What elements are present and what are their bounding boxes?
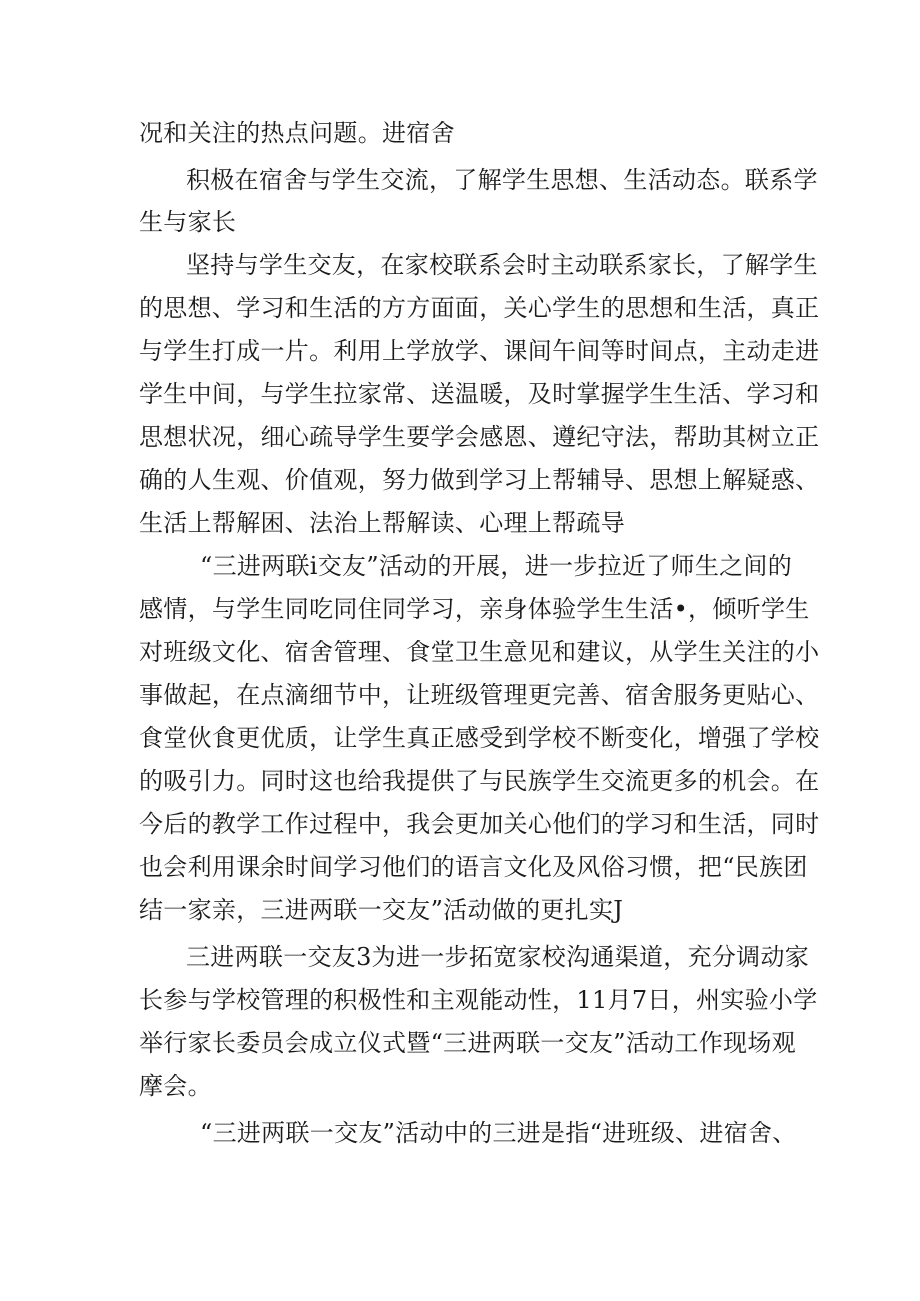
text-line: 积极在宿舍与学生交流，了解学生思想、生活动态。联系学 [186, 166, 818, 194]
text-line: 食堂伙食更优质，让学生真正感受到学校不断变化，增强了学校 [139, 724, 820, 752]
text-line: 三进两联一交友3为进一步拓宽家校沟通渠道，充分调动家 [186, 943, 810, 971]
text-line: 的思想、学习和生活的方方面面，关心学生的思想和生活，真正 [139, 294, 820, 322]
text-line: 举行家长委员会成立仪式暨“三进两联一交友”活动工作现场观 [139, 1029, 796, 1057]
text-line: 思想状况，细心疏导学生要学会感恩、遵纪守法，帮助其树立正 [139, 423, 820, 451]
text-line: 结一家亲，三进两联一交友”活动做的更扎实J [139, 896, 624, 924]
text-line: 对班级文化、宿舍管理、食堂卫生意见和建议，从学生关注的小 [139, 638, 820, 666]
text-line: 坚持与学生交友，在家校联系会时主动联系家长，了解学生 [186, 251, 818, 279]
text-line: 事做起，在点滴细节中，让班级管理更完善、宿舍服务更贴心、 [139, 681, 820, 709]
text-line: 摩会。 [139, 1072, 212, 1100]
text-line: 况和关注的热点问题。进宿舍 [139, 119, 455, 147]
text-line: 生与家长 [139, 208, 237, 236]
text-line: 学生中间，与学生拉家常、送温暖，及时掌握学生生活、学习和 [139, 380, 820, 408]
text-line: 的吸引力。同时这也给我提供了与民族学生交流更多的机会。在 [139, 767, 820, 795]
text-line: 确的人生观、价值观，努力做到学习上帮辅导、思想上解疑惑、 [139, 466, 820, 494]
text-line: 感情，与学生同吃同住同学习，亲身体验学生生活•，倾听学生 [139, 595, 810, 623]
text-line: 也会利用课余时间学习他们的语言文化及风俗习惯，把“民族团 [139, 853, 808, 881]
text-line: 长参与学校管理的积极性和主观能动性，11月7日，州实验小学 [139, 986, 818, 1014]
text-line: 今后的教学工作过程中，我会更加关心他们的学习和生活，同时 [139, 810, 820, 838]
text-line: 与学生打成一片。利用上学放学、课间午间等时间点，主动走进 [139, 337, 820, 365]
text-line: “三进两联一交友”活动中的三进是指“进班级、进宿舍、 [200, 1119, 797, 1147]
text-line: “三进两联i交友”活动的开展，进一步拉近了师生之间的 [200, 552, 793, 580]
text-line: 生活上帮解困、法治上帮解读、心理上帮疏导 [139, 509, 625, 537]
